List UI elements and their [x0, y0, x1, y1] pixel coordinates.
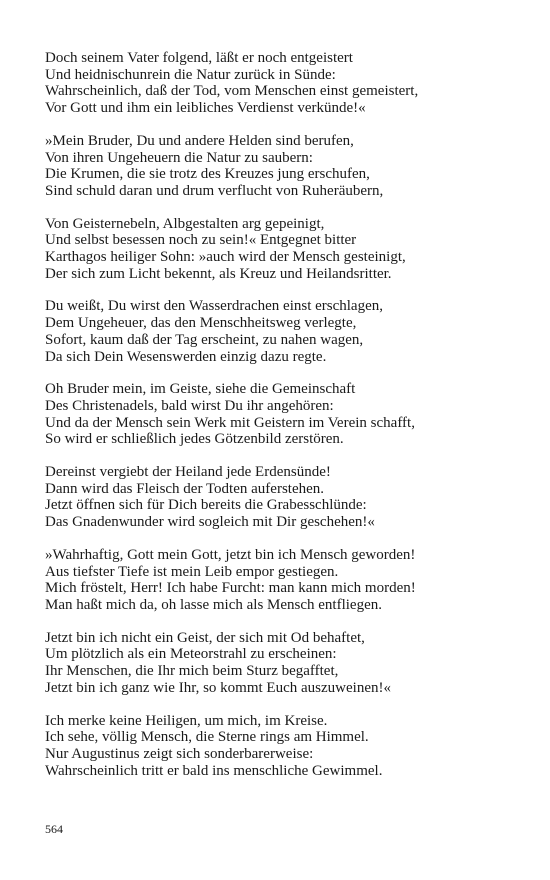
verse-line: Du weißt, Du wirst den Wasserdrachen einst erschlagen,	[45, 298, 383, 315]
verse-line: Das Gnadenwunder wird sogleich mit Dir geschehen!«	[45, 514, 375, 531]
verse-line: Ich merke keine Heiligen, um mich, im Kreise.	[45, 712, 328, 729]
verse-line: Da sich Dein Wesenswerden einzig dazu regte.	[45, 348, 327, 365]
verse-line: Dann wird das Fleisch der Todten auferstehen.	[45, 480, 325, 497]
verse-line: Wahrscheinlich tritt er bald ins menschliche Gewimmel.	[45, 762, 383, 779]
verse-line: Wahrscheinlich, daß der Tod, vom Menschen einst gemeistert,	[45, 83, 419, 100]
stanza	[45, 464, 515, 531]
verse-line: Sofort, kaum daß der Tag erscheint, zu nahen wagen,	[45, 331, 364, 348]
verse-line: Und heidnischunrein die Natur zurück in Sünde:	[45, 66, 336, 83]
verse-line: Sind schuld daran und drum verflucht von Ruheräubern,	[45, 182, 384, 199]
verse-line: Von Geisternebeln, Albgestalten arg gepeinigt,	[45, 215, 325, 232]
stanza	[45, 298, 515, 365]
verse-line: Oh Bruder mein, im Geiste, siehe die Gemeinschaft	[45, 381, 356, 398]
verse-line: Der sich zum Licht bekennt, als Kreuz und Heilandsritter.	[45, 265, 392, 282]
stanza	[45, 381, 515, 448]
poem-text	[45, 50, 515, 795]
verse-line: Jetzt bin ich nicht ein Geist, der sich mit Od behaftet,	[45, 629, 365, 646]
verse-line: Die Krumen, die sie trotz des Kreuzes jung erschufen,	[45, 166, 370, 183]
verse-line: Und da der Mensch sein Werk mit Geistern im Verein schafft,	[45, 414, 415, 431]
verse-line: Jetzt bin ich ganz wie Ihr, so kommt Euch auszuweinen!«	[45, 679, 391, 696]
verse-line: Doch seinem Vater folgend, läßt er noch entgeistert	[45, 50, 353, 66]
verse-line: Des Christenadels, bald wirst Du ihr angehören:	[45, 397, 334, 414]
verse-line: Dereinst vergiebt der Heiland jede Erdensünde!	[45, 464, 331, 481]
verse-line: Vor Gott und ihm ein leibliches Verdienst verkünde!«	[45, 100, 366, 117]
verse-line: Ich sehe, völlig Mensch, die Sterne rings am Himmel.	[45, 729, 369, 746]
verse-line: Jetzt öffnen sich für Dich bereits die Grabesschlünde:	[45, 497, 367, 514]
verse-line: Dem Ungeheuer, das den Menschheitsweg verlegte,	[45, 315, 357, 332]
stanza	[45, 216, 515, 283]
verse-line: Karthagos heiliger Sohn: »auch wird der Mensch gesteinigt,	[45, 249, 406, 266]
verse-line: Mich fröstelt, Herr! Ich habe Furcht: man kann mich morden!	[45, 580, 416, 597]
verse-line: Aus tiefster Tiefe ist mein Leib empor gestiegen.	[45, 563, 339, 580]
verse-line: So wird er schließlich jedes Götzenbild zerstören.	[45, 431, 344, 448]
verse-line: Man haßt mich da, oh lasse mich als Mensch entfliegen.	[45, 596, 382, 613]
verse-line: Ihr Menschen, die Ihr mich beim Sturz begafftet,	[45, 663, 339, 680]
page-number: 564	[45, 822, 63, 836]
stanza	[45, 713, 515, 780]
verse-line: »Wahrhaftig, Gott mein Gott, jetzt bin ich Mensch geworden!	[45, 546, 416, 563]
verse-line: Von ihren Ungeheuern die Natur zu saubern:	[45, 149, 313, 166]
stanza	[45, 50, 515, 117]
stanza	[45, 630, 515, 697]
stanza	[45, 547, 515, 614]
stanza	[45, 133, 515, 200]
verse-line: »Mein Bruder, Du und andere Helden sind berufen,	[45, 132, 354, 149]
verse-line: Um plötzlich als ein Meteorstrahl zu erscheinen:	[45, 646, 337, 663]
verse-line: Und selbst besessen noch zu sein!« Entgegnet bitter	[45, 232, 357, 249]
verse-line: Nur Augustinus zeigt sich sonderbarerweise:	[45, 745, 314, 762]
